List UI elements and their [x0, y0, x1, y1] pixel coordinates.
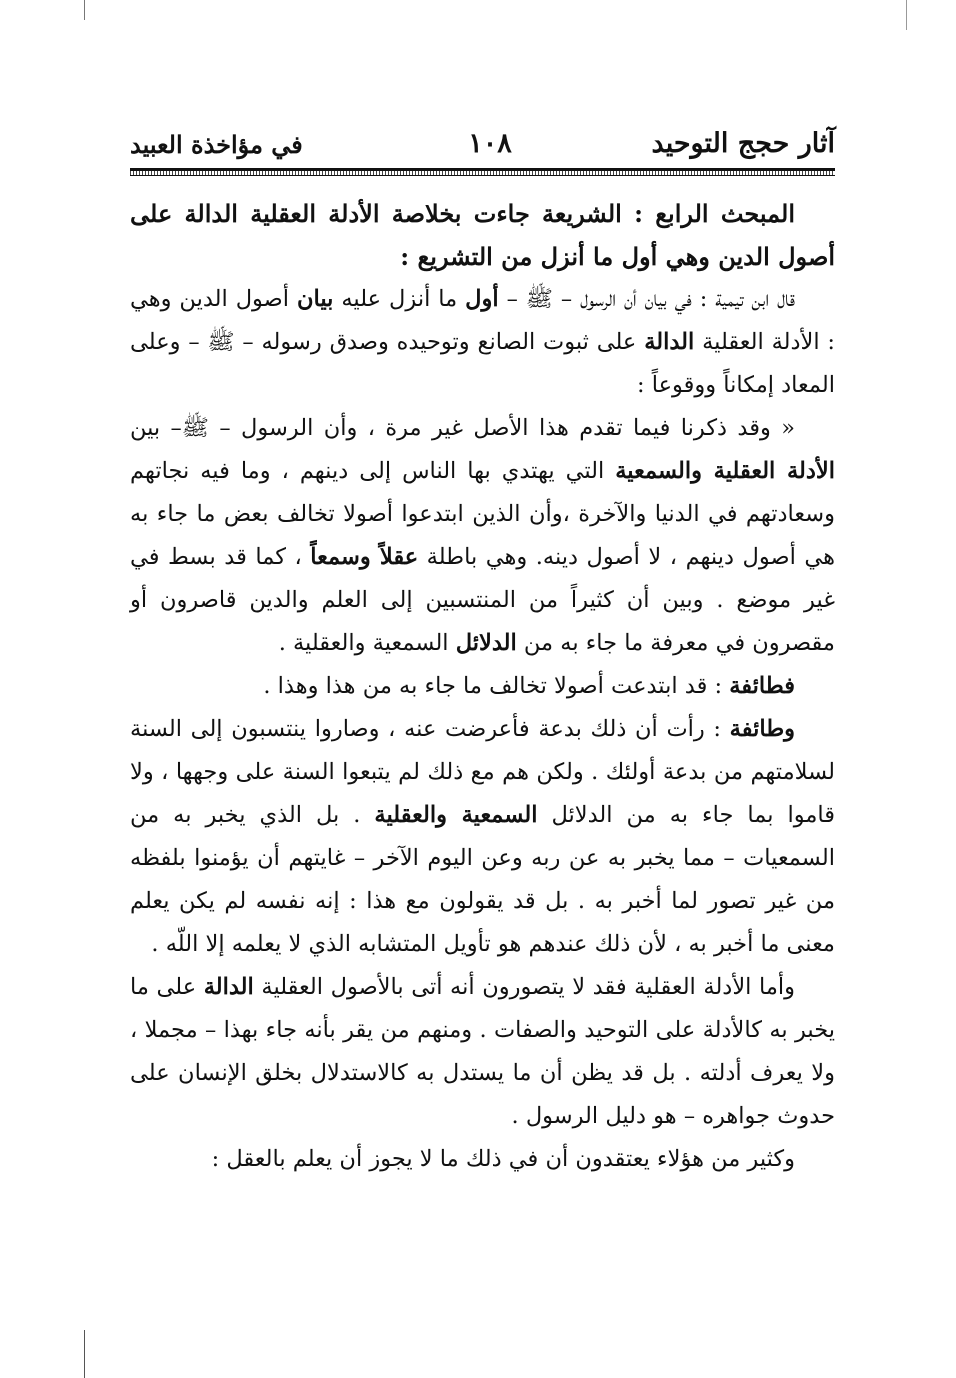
text-run: على ثبوت الصانع وتوحيده وصدق رسوله – ﷺ – وعلى المعاد إمكاناً ووقوعاً : [130, 329, 835, 398]
section-title: : الشريعة جاءت بخلاصة الأدلة العقلية الدالة على أصول الدين وهي أول ما أنزل من التشريع : [130, 199, 835, 271]
bold-text: بيان [296, 286, 334, 312]
bold-text: السمعية والعقلية [374, 802, 538, 828]
bold-text: الدلائل [455, 630, 517, 656]
bold-text: الدالة [203, 974, 254, 1000]
scan-edge-line [906, 0, 907, 30]
text-run: قال ابن تيمية : في بيان أن الرسول – ﷺ – [498, 286, 795, 312]
paragraph-1 [130, 278, 835, 407]
page-body [130, 192, 835, 1181]
text-run: التي يهتدي بها الناس إلى دينهم ، وما فيه نجاتهم وسعادتهم في الدنيا والآخرة ،وأن الذين ابتدعوا أصولا تخالف بعض ما جاء به هي أصول دينهم ، لا أصول دينه. وهي باطلة [130, 458, 835, 570]
text-run: أصول الدين وهي : الأدلة العقلية [130, 286, 836, 355]
text-run: ، كما قد بسط في غير موضع . وبين أن كثيراً من المنتسبين إلى العلم والدين قاصرون أو مقصرون في معرفة ما جاء به من [130, 544, 835, 656]
text-run: : رأت أن ذلك بدعة فأعرضت عنه ، وصاروا ينتسبون إلى السنة لسلامتهم من بدعة أولئك . ولكن هم مع ذلك لم يتبعوا السنة على وجهها ، ولا قاموا بما جاء به من الدلائل [130, 716, 835, 828]
bold-text: عقلاً وسمعاً [310, 544, 419, 570]
bold-text: الأدلة العقلية والسمعية [615, 458, 835, 484]
text-run: « وقد ذكرنا فيما تقدم هذا الأصل غير مرة ، وأن الرسول – ﷺ– بين [130, 415, 795, 441]
paragraph-2 [130, 407, 835, 665]
bold-text: أول [465, 286, 499, 312]
text-run: ما أنزل عليه [333, 286, 466, 312]
text-run: على ما يخبر به كالأدلة على التوحيد والصفات . ومنهم من يقر بأنه جاء بهذا – مجملا ، ولا يعرف أدلته . بل قد يظن أن ما يستدل به كالاستدلال بخلق الإنسان على حدوث جواهره – هو دليل الرسول . [130, 974, 835, 1129]
paragraph-3 [130, 665, 835, 708]
page-header [130, 128, 835, 168]
bold-text: فطائفة [729, 673, 795, 699]
header-rule [130, 168, 835, 176]
paragraph-5 [130, 966, 835, 1138]
text-run: وكثير من هؤلاء يعتقدون أن في ذلك ما لا يجوز أن يعلم بالعقل : [211, 1146, 795, 1172]
text-run: . بل الذي يخبر به من السمعيات – مما يخبر به عن ربه وعن اليوم الآخر – غايتهم أن يؤمنوا بلفظه من غير تصور لما أخبر به . بل قد يقولون مع هذا : إنه نفسه لم يكن يعلم معنى ما أخبر به ، لأن ذلك عندهم هو تأويل المتشابه الذي لا يعلمه إلا اللّه . [130, 802, 835, 957]
section-label: المبحث الرابع [655, 199, 796, 228]
scan-edge-line [84, 0, 85, 20]
text-run: وأما الأدلة العقلية فقد لا يتصورون أنه أتى بالأصول العقلية [253, 974, 796, 1000]
paragraph-6 [130, 1138, 835, 1181]
bold-text: وطائفة [729, 716, 795, 742]
text-run: السمعية والعقلية . [278, 630, 456, 656]
text-run: : قد ابتدعت أصولا تخالف ما جاء به من هذا وهذا . [263, 673, 730, 699]
header-book-subtitle: في مؤاخذة العبيد [130, 130, 303, 159]
header-book-title: آثار حجج التوحيد [651, 128, 835, 159]
section-heading [130, 192, 835, 278]
scan-edge-line [84, 1330, 85, 1378]
bold-text: الدالة [644, 329, 695, 355]
paragraph-4 [130, 708, 835, 966]
page-number: ١٠٨ [468, 128, 512, 159]
